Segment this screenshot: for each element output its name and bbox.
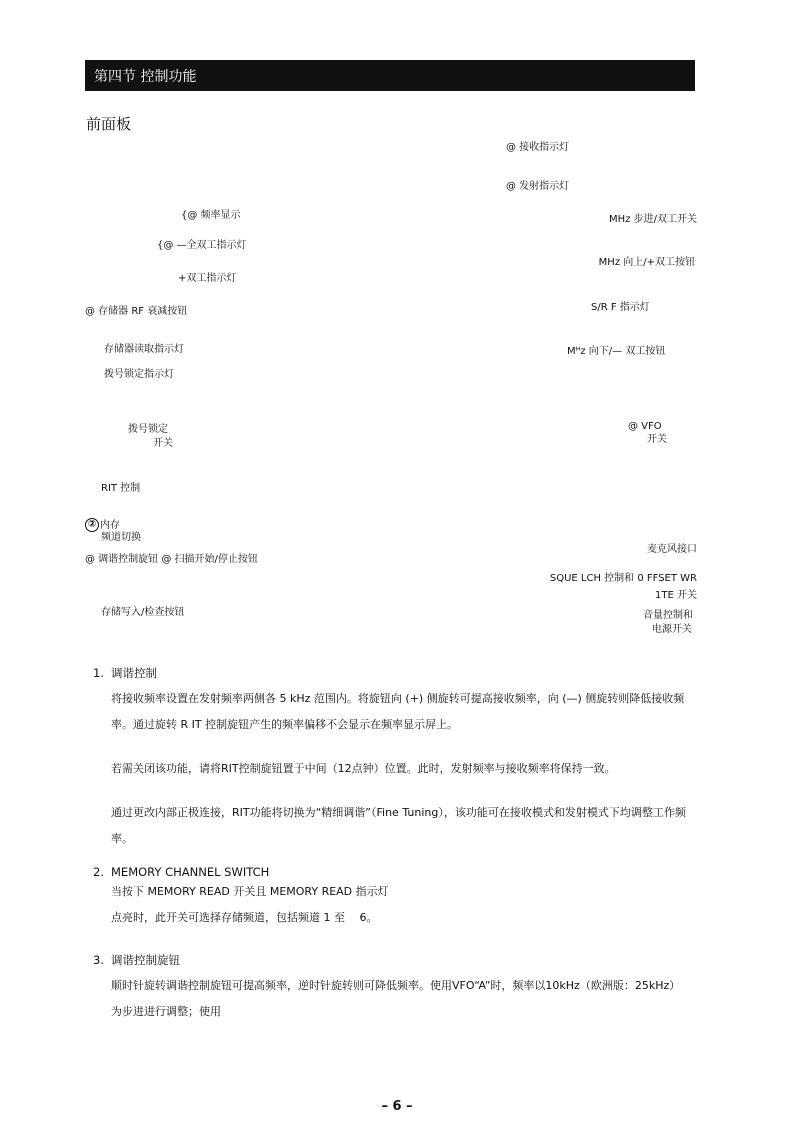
section-body	[111, 686, 691, 852]
label-sr-f-indicator: S/R F 指示灯	[591, 302, 650, 313]
label-mhz-down-duplex: Mᴴz 向下/— 双工按钮	[567, 346, 666, 357]
label-memory-channel-1: 内存	[100, 520, 120, 531]
label-memory-channel-2: 频道切换	[101, 532, 141, 543]
label-mhz-step-duplex: MHz 步进/双工开关	[609, 214, 697, 225]
page-number: – 6 –	[381, 1099, 413, 1114]
label-duplex-minus-indicator: {@ —全双工指示灯	[157, 240, 247, 251]
label-volume-2: 电源开关	[652, 624, 692, 635]
label-freq-display: {@ 频率显示	[181, 210, 241, 221]
paragraph: 将接收频率设置在发射频率两侧各 5 kHz 范围内。将旋钮向 (+) 侧旋转可提高接收频率，向 (—) 侧旋转则降低接收频率。通过旋转 R IT 控制旋钮产生的频率偏移不会显示在频率显示屏上。	[111, 692, 685, 731]
label-dial-lock-switch-2: 开关	[153, 438, 173, 449]
label-squelch-2: 1TE 开关	[655, 590, 697, 601]
circled-number-icon: ②	[85, 518, 99, 532]
label-tuning-scan: @ 调谐控制旋钮 @ 扫描开始/停止按钮	[85, 554, 258, 565]
section-number: 2.	[93, 865, 104, 879]
section-1	[93, 665, 703, 852]
label-mhz-up-duplex: MHz 向上/+双工按钮	[598, 257, 695, 268]
paragraph: 当按下 MEMORY READ 开关且 MEMORY READ 指示灯	[111, 885, 389, 898]
label-mic-jack: 麦克风接口	[647, 544, 697, 555]
label-rit-control: RIT 控制	[101, 483, 141, 494]
section-body	[111, 881, 691, 928]
label-mem-rf-att: @ 存储器 RF 衰减按钮	[85, 306, 188, 317]
section-heading: 调谐控制旋钮	[111, 953, 180, 967]
label-mem-write-check: 存储写入/检查按钮	[101, 607, 185, 618]
label-dial-lock-indicator: 拨号锁定指示灯	[104, 369, 174, 380]
paragraph: 若需关闭该功能，请将RIT控制旋钮置于中间（12点钟）位置。此时，发射频率与接收频率将保持一致。	[111, 762, 616, 775]
section-header	[85, 60, 695, 91]
section-heading: MEMORY CHANNEL SWITCH	[111, 865, 270, 879]
paragraph: 通过更改内部正极连接，RIT功能将切换为“精细调谐”（Fine Tuning），该功能可在接收模式和发射模式下均调整工作频率。	[111, 806, 686, 845]
section-2	[93, 864, 703, 928]
section-number: 3.	[93, 953, 104, 967]
paragraph: 点亮时，此开关可选择存储频道，包括频道 1 至 6。	[111, 911, 378, 924]
label-rx-indicator: @ 接收指示灯	[506, 142, 570, 153]
label-squelch: SQUE LCH 控制和 0 FFSET WR	[549, 573, 697, 584]
label-mem-read-indicator: 存储器读取指示灯	[104, 344, 184, 355]
label-duplex-plus-indicator: +双工指示灯	[178, 273, 237, 284]
label-vfo-switch-2: 开关	[647, 434, 667, 445]
label-vfo-switch: @ VFO	[628, 421, 662, 432]
label-tx-indicator: @ 发射指示灯	[506, 181, 570, 192]
paragraph: 顺时针旋转调谐控制旋钮可提高频率，逆时针旋转则可降低频率。使用VFO“A”时，频率以10kHz（欧洲版：25kHz）为步进进行调整；使用	[111, 979, 681, 1018]
section-body	[111, 973, 691, 1025]
section-number: 1.	[93, 666, 104, 680]
section-title: 第四节 控制功能	[94, 68, 197, 85]
section-3	[93, 952, 703, 1025]
label-dial-lock-switch: 拨号锁定	[128, 424, 168, 435]
label-volume: 音量控制和	[643, 610, 693, 621]
panel-title: 前面板	[86, 115, 132, 133]
section-heading: 调谐控制	[111, 666, 157, 680]
